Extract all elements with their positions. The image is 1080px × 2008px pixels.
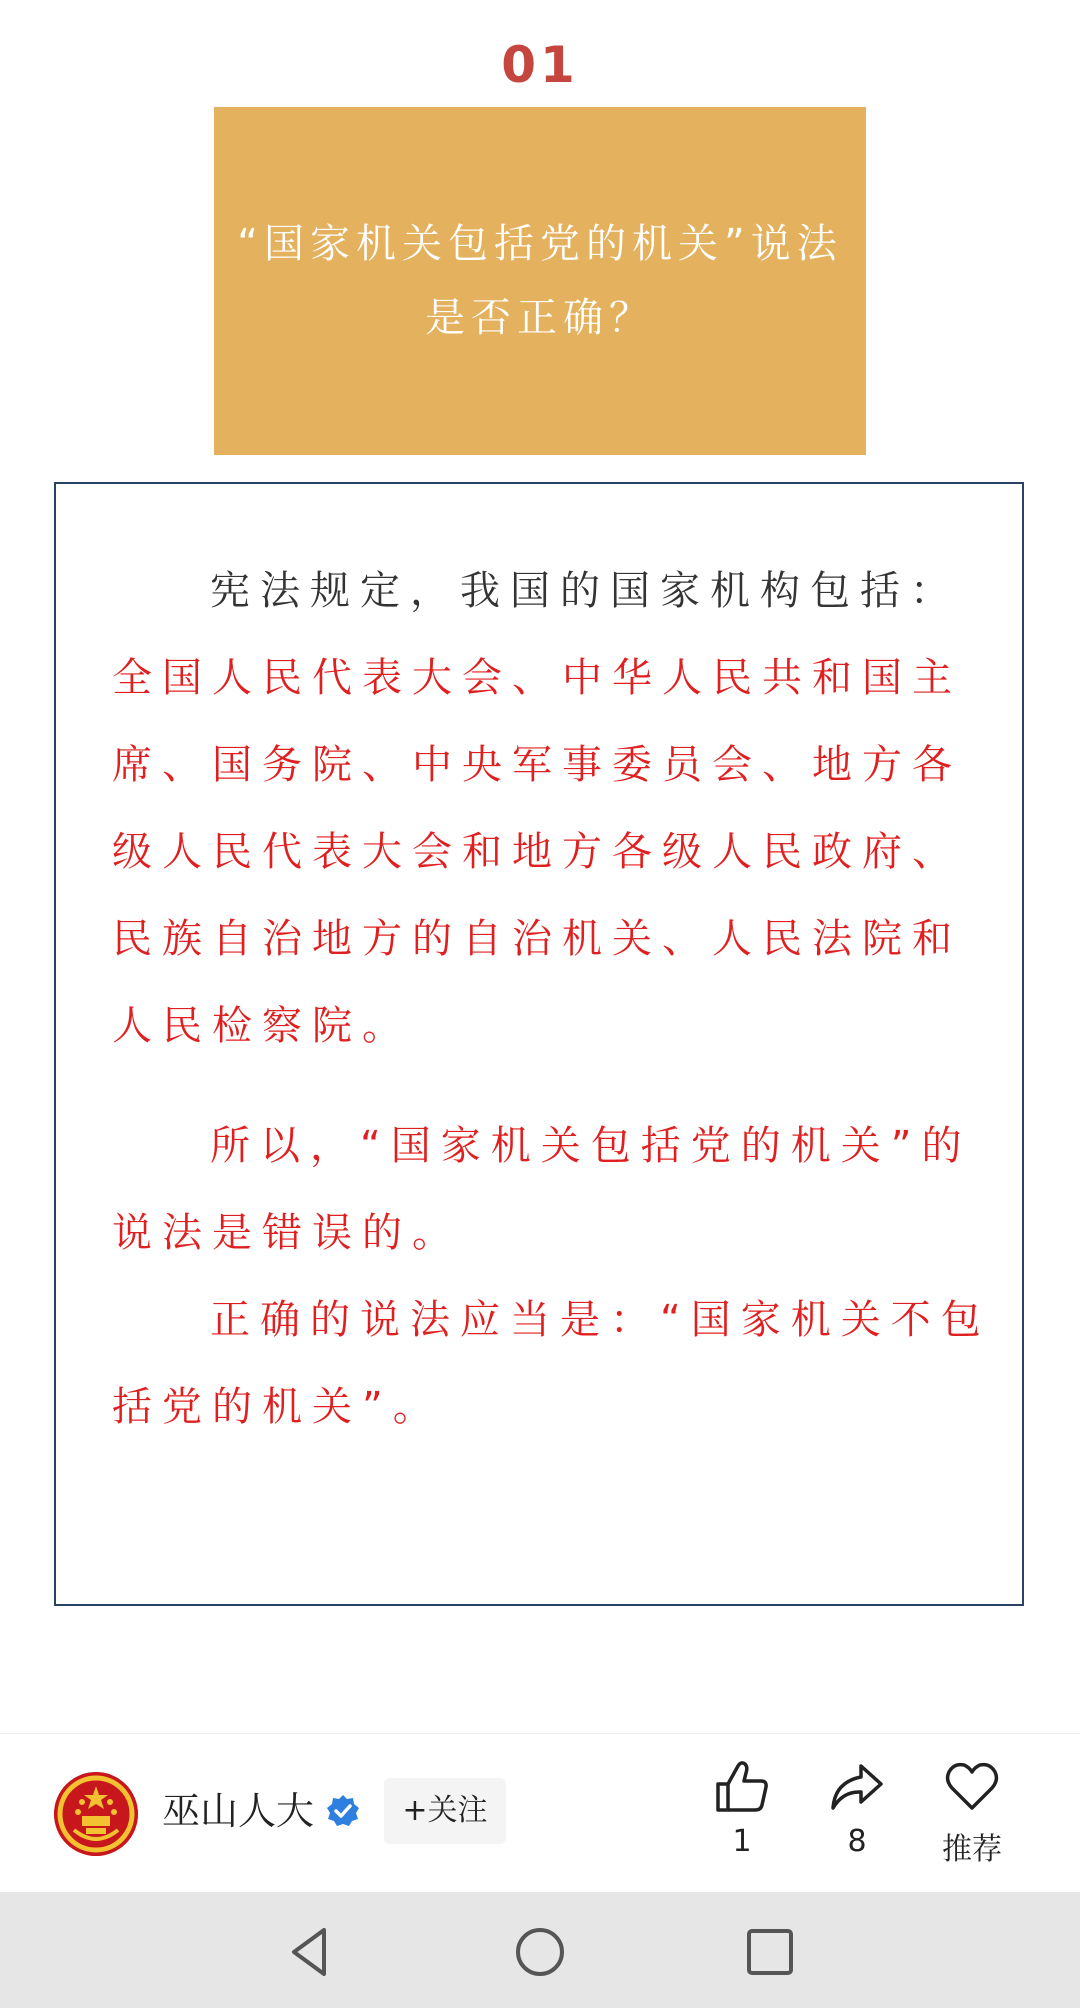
recommend-label: 推荐 xyxy=(942,1832,1002,1867)
title-box xyxy=(214,107,866,455)
back-nav-icon[interactable] xyxy=(280,1922,340,1982)
text-line: 正确的说法应当是：“国家机关不包 xyxy=(210,1297,991,1343)
text-line: 全国人民代表大会、中华人民共和国主 xyxy=(112,655,962,701)
share-button[interactable] xyxy=(807,1760,907,1859)
footer-bar xyxy=(0,1733,1080,1893)
share-count: 8 xyxy=(847,1824,867,1859)
home-nav-icon[interactable] xyxy=(510,1922,570,1982)
account-name[interactable]: 巫山人大 xyxy=(162,1789,315,1833)
text-line: 宪法规定，我国的国家机构包括： xyxy=(210,568,960,614)
text-line: 括党的机关”。 xyxy=(112,1384,443,1430)
verified-badge-icon xyxy=(326,1794,360,1828)
follow-button[interactable]: +关注 xyxy=(384,1778,506,1844)
like-button[interactable] xyxy=(692,1760,792,1859)
text-line: 人民检察院。 xyxy=(112,1003,412,1049)
text-line: 说法是错误的。 xyxy=(112,1210,462,1256)
title-line-1: “国家机关包括党的机关”说法 xyxy=(237,221,843,267)
recents-nav-icon[interactable] xyxy=(740,1922,800,1982)
section-number: 01 xyxy=(501,36,579,94)
paragraph-institutions xyxy=(112,548,962,1070)
paragraph-conclusion xyxy=(112,1103,991,1451)
text-line: 所以，“国家机关包括党的机关”的 xyxy=(210,1123,972,1169)
national-emblem-avatar[interactable] xyxy=(54,1772,138,1856)
text-line: 席、国务院、中央军事委员会、地方各 xyxy=(112,742,962,788)
emblem-icon xyxy=(54,1772,138,1856)
heart-icon xyxy=(944,1760,1000,1814)
system-nav-bar xyxy=(0,1892,1080,2008)
text-line: 级人民代表大会和地方各级人民政府、 xyxy=(112,829,962,875)
like-count: 1 xyxy=(732,1824,752,1859)
thumbs-up-icon xyxy=(714,1760,770,1814)
share-icon xyxy=(829,1760,885,1814)
recommend-button[interactable] xyxy=(922,1760,1022,1868)
text-line: 民族自治地方的自治机关、人民法院和 xyxy=(112,916,962,962)
title-line-2: 是否正确？ xyxy=(425,295,655,341)
content-box xyxy=(54,482,1024,1606)
